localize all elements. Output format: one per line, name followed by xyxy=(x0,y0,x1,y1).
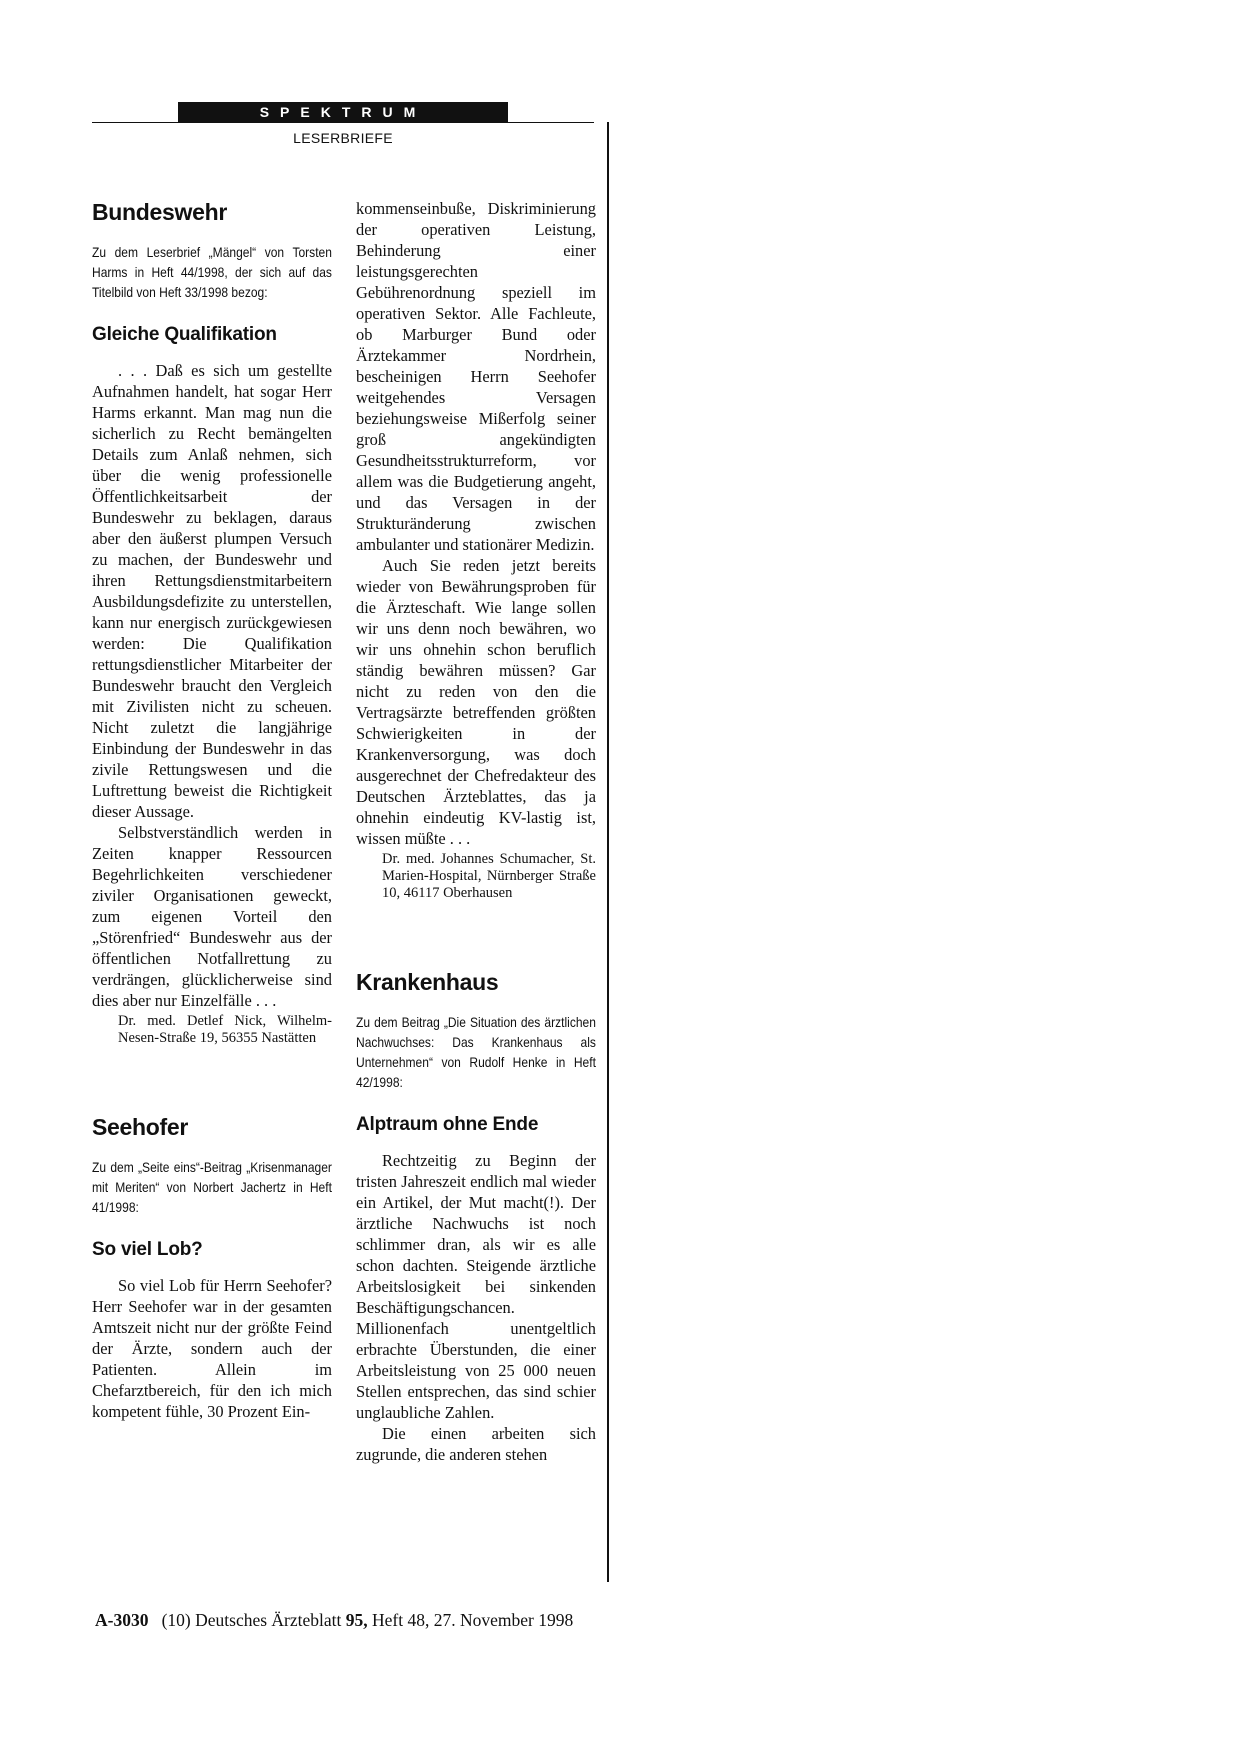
article-intro: Zu dem „Seite eins“-Beitrag „Krisenmanager mit Meriten“ von Norbert Jachertz in Heft 41/1998: xyxy=(92,1159,332,1215)
article-intro: Zu dem Leserbrief „Mängel“ von Torsten Harms in Heft 44/1998, der sich auf das Titelbild von Heft 33/1998 bezog: xyxy=(92,244,332,300)
letter-paragraph: Die einen arbeiten sich zugrunde, die anderen stehen xyxy=(356,1424,596,1464)
section-label: SPEKTRUM xyxy=(178,102,508,123)
column-left xyxy=(92,190,332,1422)
letter-paragraph: Auch Sie reden jetzt bereits wieder von Bewährungsproben für die Ärzteschaft. Wie lange sollen wir uns denn noch bewähren, wo wir uns ohnehin schon beruflich ständig bewähren müssen? Gar nicht zu reden von den die Vertragsärzte betreffenden größten Schwierigkeiten in der Krankenversorgung, was doch ausgerechnet der Chefredakteur des Deutschen Ärzteblattes, das ja ohnehin eindeutig KV-lastig ist, wissen müßte . . . xyxy=(356,556,596,848)
article-intro: Zu dem Beitrag „Die Situation des ärztlichen Nachwuchses: Das Krankenhaus als Unternehmen“ von Rudolf Henke in Heft 42/1998: xyxy=(356,1014,596,1090)
letter-paragraph: So viel Lob für Herrn Seehofer? Herr Seehofer war in der gesamten Amtszeit nicht nur der größte Feind der Ärzte, sondern auch der Patienten. Allein im Chefarztbereich, für den ich mich kompetent fühle, 30 Prozent Ein- xyxy=(92,1276,332,1421)
article-title: Bundeswehr xyxy=(92,199,228,225)
letter-title: Gleiche Qualifikation xyxy=(92,324,277,345)
letter-paragraph: kommenseinbuße, Diskriminierung der operativen Leistung, Behinderung einer leistungsgerechten Gebührenordnung speziell im operativen Sektor. Alle Fachleute, ob Marburger Bund oder Ärztekammer Nordrhein, bescheinigen Herrn Seehofer weitgehendes Versagen beziehungsweise Mißerfolg seiner groß angekündigten Gesundheitsstrukturreform, vor allem was die Budgetierung angeht, und das Versagen in der Strukturänderung zwischen ambulanter und stationärer Medizin. xyxy=(356,199,596,554)
column-right xyxy=(356,198,596,1465)
spacer xyxy=(92,1047,332,1105)
column-divider xyxy=(607,122,609,1582)
letter-signature: Dr. med. Detlef Nick, Wilhelm-Nesen-Straße 19, 56355 Nastätten xyxy=(118,1013,332,1046)
volume-number: 95, xyxy=(345,1610,368,1630)
page-footer xyxy=(95,1610,573,1631)
letter-title: So viel Lob? xyxy=(92,1239,203,1260)
letter-paragraph: Rechtzeitig zu Beginn der tristen Jahreszeit endlich mal wieder ein Artikel, der Mut macht(!). Der ärztliche Nachwuchs ist noch schlimmer dran, als wir es alle schon dachten. Steigende ärztliche Arbeitslosigkeit bei sinkenden Beschäftigungschancen. Millionenfach unentgeltlich erbrachte Überstunden, die einer Arbeitsleistung von 25 000 neuen Stellen entsprechen, das sind schier unglaubliche Zahlen. xyxy=(356,1151,596,1422)
article-title: Seehofer xyxy=(92,1114,189,1140)
issue-info: Heft 48, 27. November 1998 xyxy=(372,1610,574,1630)
spacer xyxy=(356,902,596,960)
letter-paragraph: . . . Daß es sich um gestellte Aufnahmen handelt, hat sogar Herr Harms erkannt. Man mag nun die sicherlich zu Recht bemängelten Details zum Anlaß nehmen, sich über die wenig professionelle Öffentlichkeitsarbeit der Bundeswehr zu beklagen, daraus aber den äußerst plumpen Versuch zu machen, der Bundeswehr und ihren Rettungsdienstmitarbeitern Ausbildungsdefizite zu unterstellen, kann nur energisch zurückgewiesen werden: Die Qualifikation rettungsdienstlicher Mitarbeiter der Bundeswehr braucht den Vergleich mit Zivilisten nicht zu scheuen. Nicht zuletzt die langjährige Einbindung der Bundeswehr in das zivile Rettungswesen und die Luftrettung beweist die Richtigkeit dieser Aussage. xyxy=(92,361,332,821)
page-code: A-3030 xyxy=(95,1610,149,1630)
letter-signature: Dr. med. Johannes Schumacher, St. Marien-Hospital, Nürnberger Straße 10, 46117 Oberhausen xyxy=(382,851,596,901)
letter-title: Alptraum ohne Ende xyxy=(356,1114,539,1135)
letter-paragraph: Selbstverständlich werden in Zeiten knapper Ressourcen Begehrlichkeiten verschiedener ziviler Organisationen geweckt, zum eigenen Vorteil den „Störenfried“ Bundeswehr aus der öffentlichen Notfallrettung zu verdrängen, glücklicherweise sind dies aber nur Einzelfälle . . . xyxy=(92,823,332,1010)
page-number: (10) Deutsches Ärzteblatt xyxy=(161,1610,342,1630)
article-title: Krankenhaus xyxy=(356,969,499,995)
subsection-label: LESERBRIEFE xyxy=(293,130,393,146)
